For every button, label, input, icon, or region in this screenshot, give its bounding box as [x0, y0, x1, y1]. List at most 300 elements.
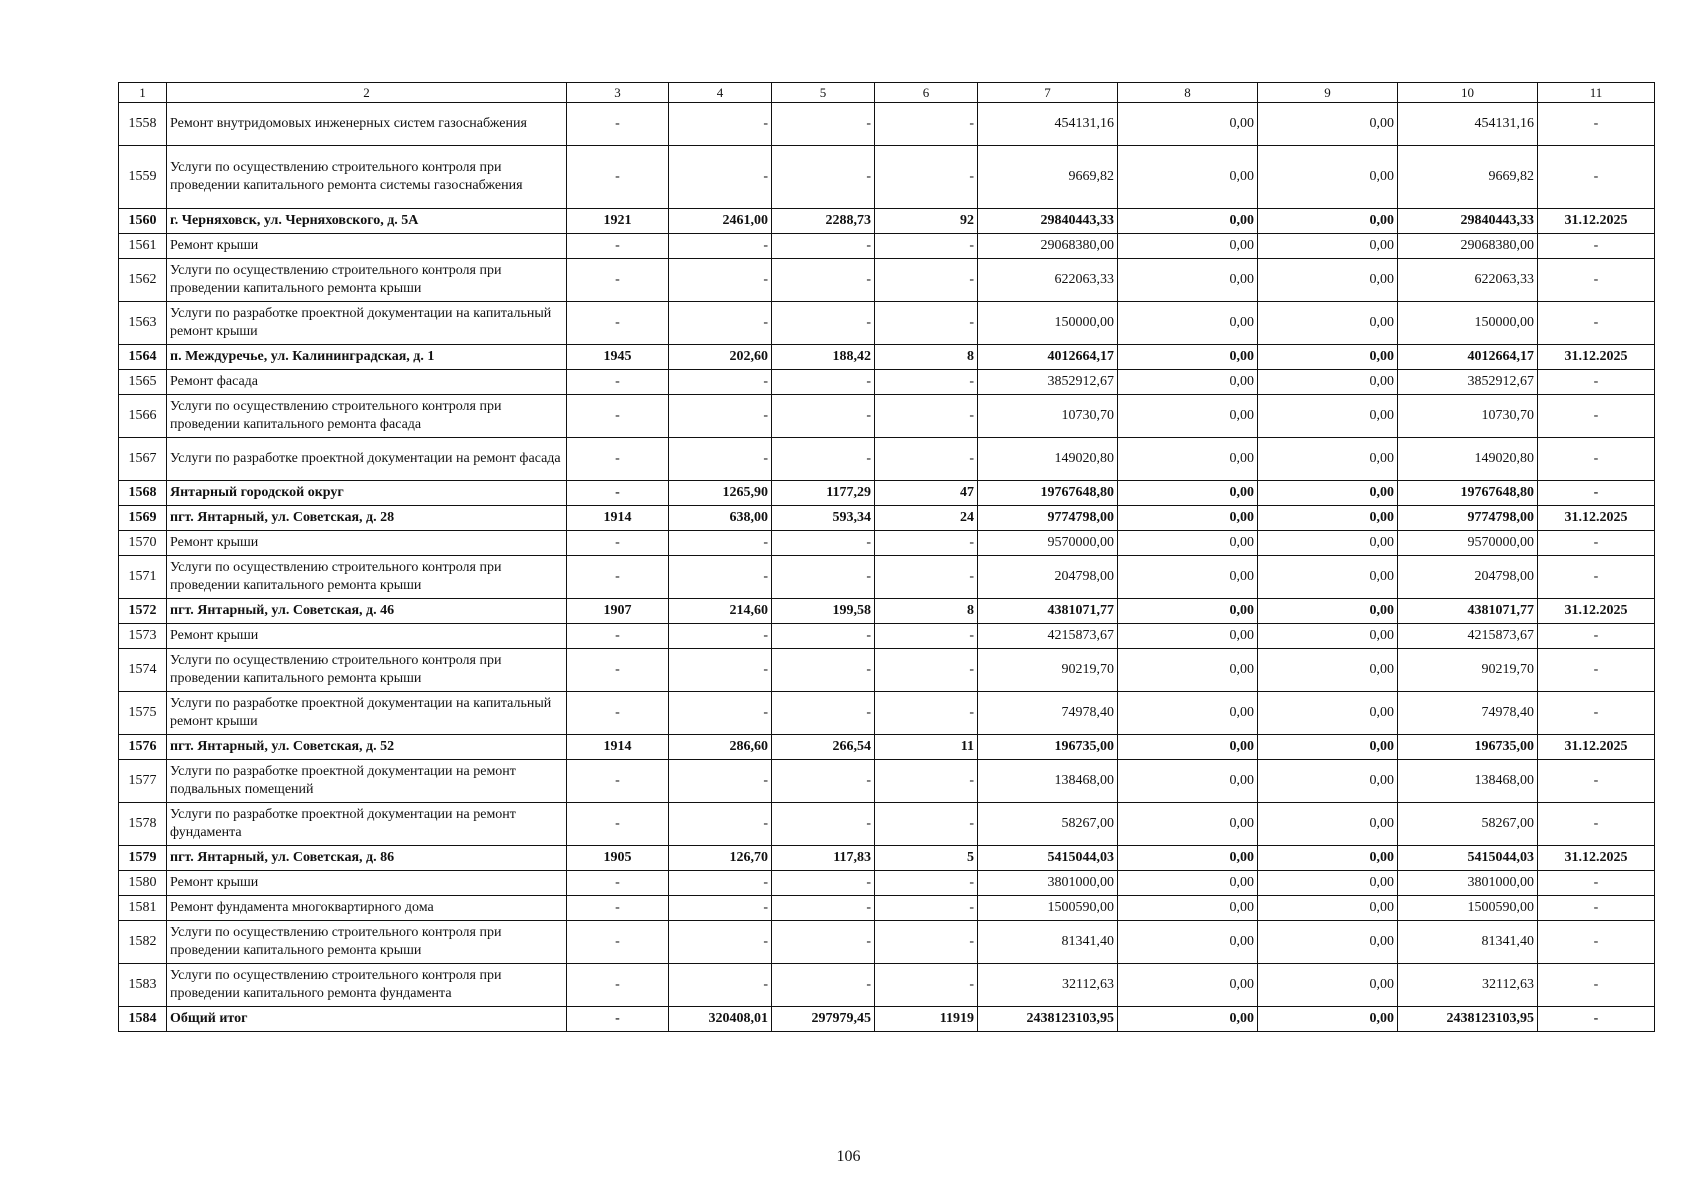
row-cost-col8-cell: 0,00: [1118, 735, 1258, 760]
column-header: 2: [167, 83, 567, 103]
row-residents-cell: -: [875, 803, 978, 846]
table-row: [119, 803, 1655, 846]
row-residents-cell: -: [875, 370, 978, 395]
row-cost-col10-cell: 622063,33: [1398, 259, 1538, 302]
row-cost-col9-cell: 0,00: [1258, 345, 1398, 370]
row-number-cell: 1560: [119, 209, 167, 234]
row-cost-col8-cell: 0,00: [1118, 871, 1258, 896]
row-number-cell: 1578: [119, 803, 167, 846]
row-year-cell: -: [567, 624, 669, 649]
row-area-total-cell: 1265,90: [669, 481, 772, 506]
row-cost-col10-cell: 4215873,67: [1398, 624, 1538, 649]
row-deadline-cell: -: [1538, 234, 1655, 259]
row-cost-total-cell: 29068380,00: [978, 234, 1118, 259]
row-cost-col9-cell: 0,00: [1258, 395, 1398, 438]
row-residents-cell: -: [875, 531, 978, 556]
table-row: [119, 259, 1655, 302]
row-name-cell: Ремонт фундамента многоквартирного дома: [167, 896, 567, 921]
row-area-total-cell: 320408,01: [669, 1007, 772, 1032]
row-residents-cell: -: [875, 871, 978, 896]
row-cost-total-cell: 454131,16: [978, 103, 1118, 146]
row-number-cell: 1563: [119, 302, 167, 345]
row-name-cell: Ремонт фасада: [167, 370, 567, 395]
row-year-cell: 1914: [567, 506, 669, 531]
row-residents-cell: 5: [875, 846, 978, 871]
table-row: [119, 103, 1655, 146]
row-deadline-cell: -: [1538, 1007, 1655, 1032]
row-year-cell: -: [567, 692, 669, 735]
row-cost-col8-cell: 0,00: [1118, 556, 1258, 599]
row-deadline-cell: -: [1538, 481, 1655, 506]
row-cost-col8-cell: 0,00: [1118, 624, 1258, 649]
row-area-living-cell: 593,34: [772, 506, 875, 531]
row-cost-col8-cell: 0,00: [1118, 395, 1258, 438]
row-cost-total-cell: 622063,33: [978, 259, 1118, 302]
row-deadline-cell: -: [1538, 259, 1655, 302]
row-area-living-cell: -: [772, 964, 875, 1007]
row-area-living-cell: -: [772, 896, 875, 921]
row-area-living-cell: -: [772, 760, 875, 803]
row-number-cell: 1572: [119, 599, 167, 624]
row-cost-total-cell: 150000,00: [978, 302, 1118, 345]
row-residents-cell: -: [875, 964, 978, 1007]
table-row: [119, 896, 1655, 921]
row-name-cell: Услуги по разработке проектной документации на капитальный ремонт крыши: [167, 302, 567, 345]
table-row: [119, 735, 1655, 760]
row-year-cell: -: [567, 871, 669, 896]
row-area-total-cell: -: [669, 803, 772, 846]
row-cost-col10-cell: 74978,40: [1398, 692, 1538, 735]
table-row: [119, 692, 1655, 735]
document-sheet: [118, 82, 1654, 1032]
column-header: 10: [1398, 83, 1538, 103]
row-residents-cell: -: [875, 556, 978, 599]
row-number-cell: 1575: [119, 692, 167, 735]
row-cost-col8-cell: 0,00: [1118, 1007, 1258, 1032]
row-deadline-cell: -: [1538, 964, 1655, 1007]
row-name-cell: Ремонт крыши: [167, 531, 567, 556]
row-cost-col9-cell: 0,00: [1258, 735, 1398, 760]
row-year-cell: -: [567, 556, 669, 599]
row-cost-col9-cell: 0,00: [1258, 1007, 1398, 1032]
row-number-cell: 1577: [119, 760, 167, 803]
row-area-total-cell: -: [669, 964, 772, 1007]
row-cost-col10-cell: 1500590,00: [1398, 896, 1538, 921]
row-cost-col10-cell: 9570000,00: [1398, 531, 1538, 556]
row-name-cell: пгт. Янтарный, ул. Советская, д. 28: [167, 506, 567, 531]
row-year-cell: -: [567, 1007, 669, 1032]
row-area-living-cell: 117,83: [772, 846, 875, 871]
row-cost-col8-cell: 0,00: [1118, 896, 1258, 921]
row-residents-cell: -: [875, 438, 978, 481]
table-row: [119, 964, 1655, 1007]
row-cost-col8-cell: 0,00: [1118, 259, 1258, 302]
row-cost-col8-cell: 0,00: [1118, 846, 1258, 871]
row-cost-col8-cell: 0,00: [1118, 345, 1258, 370]
row-area-total-cell: 2461,00: [669, 209, 772, 234]
row-number-cell: 1571: [119, 556, 167, 599]
row-residents-cell: 24: [875, 506, 978, 531]
row-number-cell: 1584: [119, 1007, 167, 1032]
row-area-total-cell: -: [669, 302, 772, 345]
row-cost-col9-cell: 0,00: [1258, 370, 1398, 395]
row-name-cell: Услуги по осуществлению строительного контроля при проведении капитального ремонта системы газоснабжения: [167, 146, 567, 209]
row-cost-total-cell: 3801000,00: [978, 871, 1118, 896]
row-cost-col9-cell: 0,00: [1258, 803, 1398, 846]
row-area-total-cell: -: [669, 556, 772, 599]
row-residents-cell: 92: [875, 209, 978, 234]
column-header: 8: [1118, 83, 1258, 103]
row-year-cell: -: [567, 921, 669, 964]
row-cost-total-cell: 9570000,00: [978, 531, 1118, 556]
row-cost-col9-cell: 0,00: [1258, 481, 1398, 506]
row-cost-col8-cell: 0,00: [1118, 921, 1258, 964]
row-cost-total-cell: 4381071,77: [978, 599, 1118, 624]
row-cost-total-cell: 4215873,67: [978, 624, 1118, 649]
table-row: [119, 871, 1655, 896]
row-cost-total-cell: 138468,00: [978, 760, 1118, 803]
row-name-cell: Ремонт крыши: [167, 871, 567, 896]
row-number-cell: 1562: [119, 259, 167, 302]
row-cost-col8-cell: 0,00: [1118, 209, 1258, 234]
row-cost-col10-cell: 196735,00: [1398, 735, 1538, 760]
row-cost-col10-cell: 58267,00: [1398, 803, 1538, 846]
row-residents-cell: -: [875, 692, 978, 735]
row-cost-col10-cell: 454131,16: [1398, 103, 1538, 146]
row-deadline-cell: -: [1538, 370, 1655, 395]
row-cost-total-cell: 149020,80: [978, 438, 1118, 481]
row-name-cell: п. Междуречье, ул. Калининградская, д. 1: [167, 345, 567, 370]
row-number-cell: 1569: [119, 506, 167, 531]
table-row: [119, 395, 1655, 438]
row-area-living-cell: -: [772, 395, 875, 438]
row-cost-col10-cell: 4381071,77: [1398, 599, 1538, 624]
row-residents-cell: -: [875, 259, 978, 302]
table-row: [119, 624, 1655, 649]
row-residents-cell: -: [875, 234, 978, 259]
row-name-cell: г. Черняховск, ул. Черняховского, д. 5А: [167, 209, 567, 234]
table-row: [119, 209, 1655, 234]
table-row: [119, 531, 1655, 556]
row-deadline-cell: -: [1538, 624, 1655, 649]
row-area-living-cell: -: [772, 556, 875, 599]
row-area-total-cell: -: [669, 921, 772, 964]
row-cost-col10-cell: 2438123103,95: [1398, 1007, 1538, 1032]
row-deadline-cell: -: [1538, 803, 1655, 846]
page-number: 106: [836, 1148, 861, 1165]
row-cost-col9-cell: 0,00: [1258, 209, 1398, 234]
row-year-cell: -: [567, 438, 669, 481]
row-cost-col8-cell: 0,00: [1118, 438, 1258, 481]
row-area-living-cell: 266,54: [772, 735, 875, 760]
row-area-total-cell: -: [669, 395, 772, 438]
row-cost-total-cell: 2438123103,95: [978, 1007, 1118, 1032]
row-area-living-cell: -: [772, 649, 875, 692]
row-deadline-cell: -: [1538, 871, 1655, 896]
row-cost-col9-cell: 0,00: [1258, 692, 1398, 735]
row-area-living-cell: 199,58: [772, 599, 875, 624]
capital-repair-table: [118, 82, 1655, 1032]
row-cost-col9-cell: 0,00: [1258, 599, 1398, 624]
row-year-cell: -: [567, 103, 669, 146]
row-number-cell: 1561: [119, 234, 167, 259]
row-cost-col10-cell: 138468,00: [1398, 760, 1538, 803]
row-cost-col9-cell: 0,00: [1258, 896, 1398, 921]
row-residents-cell: -: [875, 624, 978, 649]
row-number-cell: 1568: [119, 481, 167, 506]
row-area-total-cell: -: [669, 146, 772, 209]
row-number-cell: 1559: [119, 146, 167, 209]
row-area-total-cell: -: [669, 896, 772, 921]
table-body: [119, 103, 1655, 1032]
row-name-cell: пгт. Янтарный, ул. Советская, д. 86: [167, 846, 567, 871]
row-residents-cell: 8: [875, 599, 978, 624]
row-deadline-cell: -: [1538, 395, 1655, 438]
row-cost-col9-cell: 0,00: [1258, 649, 1398, 692]
row-cost-total-cell: 81341,40: [978, 921, 1118, 964]
row-area-total-cell: -: [669, 871, 772, 896]
row-deadline-cell: 31.12.2025: [1538, 846, 1655, 871]
row-name-cell: Услуги по разработке проектной документации на ремонт подвальных помещений: [167, 760, 567, 803]
row-cost-col9-cell: 0,00: [1258, 760, 1398, 803]
row-area-total-cell: 126,70: [669, 846, 772, 871]
row-residents-cell: 11: [875, 735, 978, 760]
row-year-cell: -: [567, 481, 669, 506]
row-name-cell: Ремонт крыши: [167, 624, 567, 649]
row-cost-col9-cell: 0,00: [1258, 259, 1398, 302]
row-deadline-cell: 31.12.2025: [1538, 506, 1655, 531]
row-cost-col9-cell: 0,00: [1258, 846, 1398, 871]
row-cost-total-cell: 74978,40: [978, 692, 1118, 735]
table-row: [119, 556, 1655, 599]
row-name-cell: Услуги по разработке проектной документации на ремонт фасада: [167, 438, 567, 481]
row-year-cell: 1905: [567, 846, 669, 871]
row-cost-col8-cell: 0,00: [1118, 649, 1258, 692]
row-area-total-cell: -: [669, 103, 772, 146]
row-name-cell: Услуги по осуществлению строительного контроля при проведении капитального ремонта крыши: [167, 921, 567, 964]
table-row: [119, 1007, 1655, 1032]
row-cost-col8-cell: 0,00: [1118, 803, 1258, 846]
row-area-living-cell: -: [772, 692, 875, 735]
row-area-total-cell: -: [669, 649, 772, 692]
row-cost-col9-cell: 0,00: [1258, 438, 1398, 481]
row-area-total-cell: -: [669, 624, 772, 649]
row-number-cell: 1573: [119, 624, 167, 649]
row-cost-col10-cell: 29840443,33: [1398, 209, 1538, 234]
row-deadline-cell: -: [1538, 921, 1655, 964]
row-year-cell: -: [567, 896, 669, 921]
row-area-living-cell: 188,42: [772, 345, 875, 370]
row-deadline-cell: -: [1538, 146, 1655, 209]
row-area-living-cell: -: [772, 438, 875, 481]
row-number-cell: 1567: [119, 438, 167, 481]
table-row: [119, 846, 1655, 871]
row-number-cell: 1574: [119, 649, 167, 692]
row-deadline-cell: 31.12.2025: [1538, 345, 1655, 370]
column-header: 7: [978, 83, 1118, 103]
row-number-cell: 1580: [119, 871, 167, 896]
row-cost-col10-cell: 204798,00: [1398, 556, 1538, 599]
table-row: [119, 506, 1655, 531]
row-cost-total-cell: 58267,00: [978, 803, 1118, 846]
row-year-cell: -: [567, 649, 669, 692]
row-cost-total-cell: 10730,70: [978, 395, 1118, 438]
row-area-total-cell: 202,60: [669, 345, 772, 370]
row-number-cell: 1579: [119, 846, 167, 871]
row-area-living-cell: -: [772, 103, 875, 146]
row-number-cell: 1566: [119, 395, 167, 438]
row-cost-col9-cell: 0,00: [1258, 103, 1398, 146]
row-cost-col10-cell: 9669,82: [1398, 146, 1538, 209]
row-cost-col8-cell: 0,00: [1118, 302, 1258, 345]
row-name-cell: Общий итог: [167, 1007, 567, 1032]
row-area-living-cell: 1177,29: [772, 481, 875, 506]
row-cost-total-cell: 4012664,17: [978, 345, 1118, 370]
row-name-cell: пгт. Янтарный, ул. Советская, д. 52: [167, 735, 567, 760]
row-year-cell: -: [567, 531, 669, 556]
row-deadline-cell: -: [1538, 103, 1655, 146]
row-cost-col10-cell: 10730,70: [1398, 395, 1538, 438]
row-area-living-cell: -: [772, 234, 875, 259]
row-cost-total-cell: 32112,63: [978, 964, 1118, 1007]
row-cost-col9-cell: 0,00: [1258, 234, 1398, 259]
row-cost-col9-cell: 0,00: [1258, 624, 1398, 649]
row-residents-cell: -: [875, 146, 978, 209]
row-area-living-cell: -: [772, 871, 875, 896]
row-year-cell: 1945: [567, 345, 669, 370]
row-name-cell: пгт. Янтарный, ул. Советская, д. 46: [167, 599, 567, 624]
table-row: [119, 370, 1655, 395]
row-cost-col10-cell: 149020,80: [1398, 438, 1538, 481]
row-name-cell: Ремонт внутридомовых инженерных систем газоснабжения: [167, 103, 567, 146]
table-row: [119, 345, 1655, 370]
row-number-cell: 1565: [119, 370, 167, 395]
column-number-row: [119, 83, 1655, 103]
row-cost-col9-cell: 0,00: [1258, 302, 1398, 345]
table-row: [119, 481, 1655, 506]
row-cost-col8-cell: 0,00: [1118, 692, 1258, 735]
row-cost-total-cell: 9774798,00: [978, 506, 1118, 531]
table-row: [119, 302, 1655, 345]
row-name-cell: Услуги по разработке проектной документации на ремонт фундамента: [167, 803, 567, 846]
row-area-living-cell: 2288,73: [772, 209, 875, 234]
row-deadline-cell: 31.12.2025: [1538, 599, 1655, 624]
row-name-cell: Услуги по осуществлению строительного контроля при проведении капитального ремонта фасада: [167, 395, 567, 438]
row-residents-cell: 47: [875, 481, 978, 506]
row-residents-cell: -: [875, 896, 978, 921]
row-deadline-cell: -: [1538, 556, 1655, 599]
row-deadline-cell: -: [1538, 302, 1655, 345]
row-deadline-cell: -: [1538, 692, 1655, 735]
row-number-cell: 1570: [119, 531, 167, 556]
row-cost-total-cell: 3852912,67: [978, 370, 1118, 395]
table-row: [119, 921, 1655, 964]
table-row: [119, 760, 1655, 803]
row-number-cell: 1582: [119, 921, 167, 964]
row-cost-col9-cell: 0,00: [1258, 921, 1398, 964]
column-header: 3: [567, 83, 669, 103]
row-cost-col8-cell: 0,00: [1118, 599, 1258, 624]
row-name-cell: Услуги по осуществлению строительного контроля при проведении капитального ремонта крыши: [167, 556, 567, 599]
row-residents-cell: -: [875, 395, 978, 438]
row-number-cell: 1581: [119, 896, 167, 921]
row-deadline-cell: 31.12.2025: [1538, 209, 1655, 234]
row-cost-col10-cell: 5415044,03: [1398, 846, 1538, 871]
row-area-total-cell: 638,00: [669, 506, 772, 531]
column-header: 9: [1258, 83, 1398, 103]
row-cost-col8-cell: 0,00: [1118, 964, 1258, 1007]
row-cost-col9-cell: 0,00: [1258, 964, 1398, 1007]
row-cost-col8-cell: 0,00: [1118, 370, 1258, 395]
row-area-total-cell: -: [669, 438, 772, 481]
row-year-cell: 1921: [567, 209, 669, 234]
row-area-living-cell: -: [772, 624, 875, 649]
row-cost-total-cell: 204798,00: [978, 556, 1118, 599]
row-residents-cell: -: [875, 921, 978, 964]
row-deadline-cell: 31.12.2025: [1538, 735, 1655, 760]
row-year-cell: -: [567, 302, 669, 345]
row-number-cell: 1576: [119, 735, 167, 760]
row-deadline-cell: -: [1538, 531, 1655, 556]
row-year-cell: -: [567, 234, 669, 259]
row-cost-total-cell: 90219,70: [978, 649, 1118, 692]
row-cost-total-cell: 5415044,03: [978, 846, 1118, 871]
row-residents-cell: -: [875, 649, 978, 692]
row-area-total-cell: 214,60: [669, 599, 772, 624]
row-cost-col9-cell: 0,00: [1258, 506, 1398, 531]
row-deadline-cell: -: [1538, 760, 1655, 803]
row-cost-total-cell: 196735,00: [978, 735, 1118, 760]
row-number-cell: 1558: [119, 103, 167, 146]
row-area-total-cell: -: [669, 234, 772, 259]
row-cost-total-cell: 29840443,33: [978, 209, 1118, 234]
row-area-living-cell: -: [772, 803, 875, 846]
row-cost-col8-cell: 0,00: [1118, 531, 1258, 556]
row-cost-col8-cell: 0,00: [1118, 146, 1258, 209]
row-cost-col10-cell: 3852912,67: [1398, 370, 1538, 395]
row-cost-total-cell: 1500590,00: [978, 896, 1118, 921]
row-cost-col8-cell: 0,00: [1118, 760, 1258, 803]
row-residents-cell: -: [875, 760, 978, 803]
row-name-cell: Услуги по осуществлению строительного контроля при проведении капитального ремонта крыши: [167, 259, 567, 302]
row-name-cell: Услуги по осуществлению строительного контроля при проведении капитального ремонта крыши: [167, 649, 567, 692]
row-residents-cell: -: [875, 103, 978, 146]
row-cost-col10-cell: 150000,00: [1398, 302, 1538, 345]
row-year-cell: -: [567, 803, 669, 846]
row-area-total-cell: -: [669, 259, 772, 302]
row-cost-col10-cell: 90219,70: [1398, 649, 1538, 692]
row-deadline-cell: -: [1538, 649, 1655, 692]
row-cost-col8-cell: 0,00: [1118, 481, 1258, 506]
row-cost-col10-cell: 3801000,00: [1398, 871, 1538, 896]
table-row: [119, 234, 1655, 259]
table-row: [119, 438, 1655, 481]
row-cost-col9-cell: 0,00: [1258, 146, 1398, 209]
row-residents-cell: 11919: [875, 1007, 978, 1032]
row-name-cell: Ремонт крыши: [167, 234, 567, 259]
row-area-living-cell: -: [772, 531, 875, 556]
row-cost-total-cell: 9669,82: [978, 146, 1118, 209]
row-cost-col10-cell: 4012664,17: [1398, 345, 1538, 370]
row-year-cell: -: [567, 964, 669, 1007]
row-residents-cell: 8: [875, 345, 978, 370]
row-cost-total-cell: 19767648,80: [978, 481, 1118, 506]
row-area-living-cell: 297979,45: [772, 1007, 875, 1032]
row-area-living-cell: -: [772, 146, 875, 209]
row-deadline-cell: -: [1538, 896, 1655, 921]
column-header: 1: [119, 83, 167, 103]
row-cost-col10-cell: 9774798,00: [1398, 506, 1538, 531]
